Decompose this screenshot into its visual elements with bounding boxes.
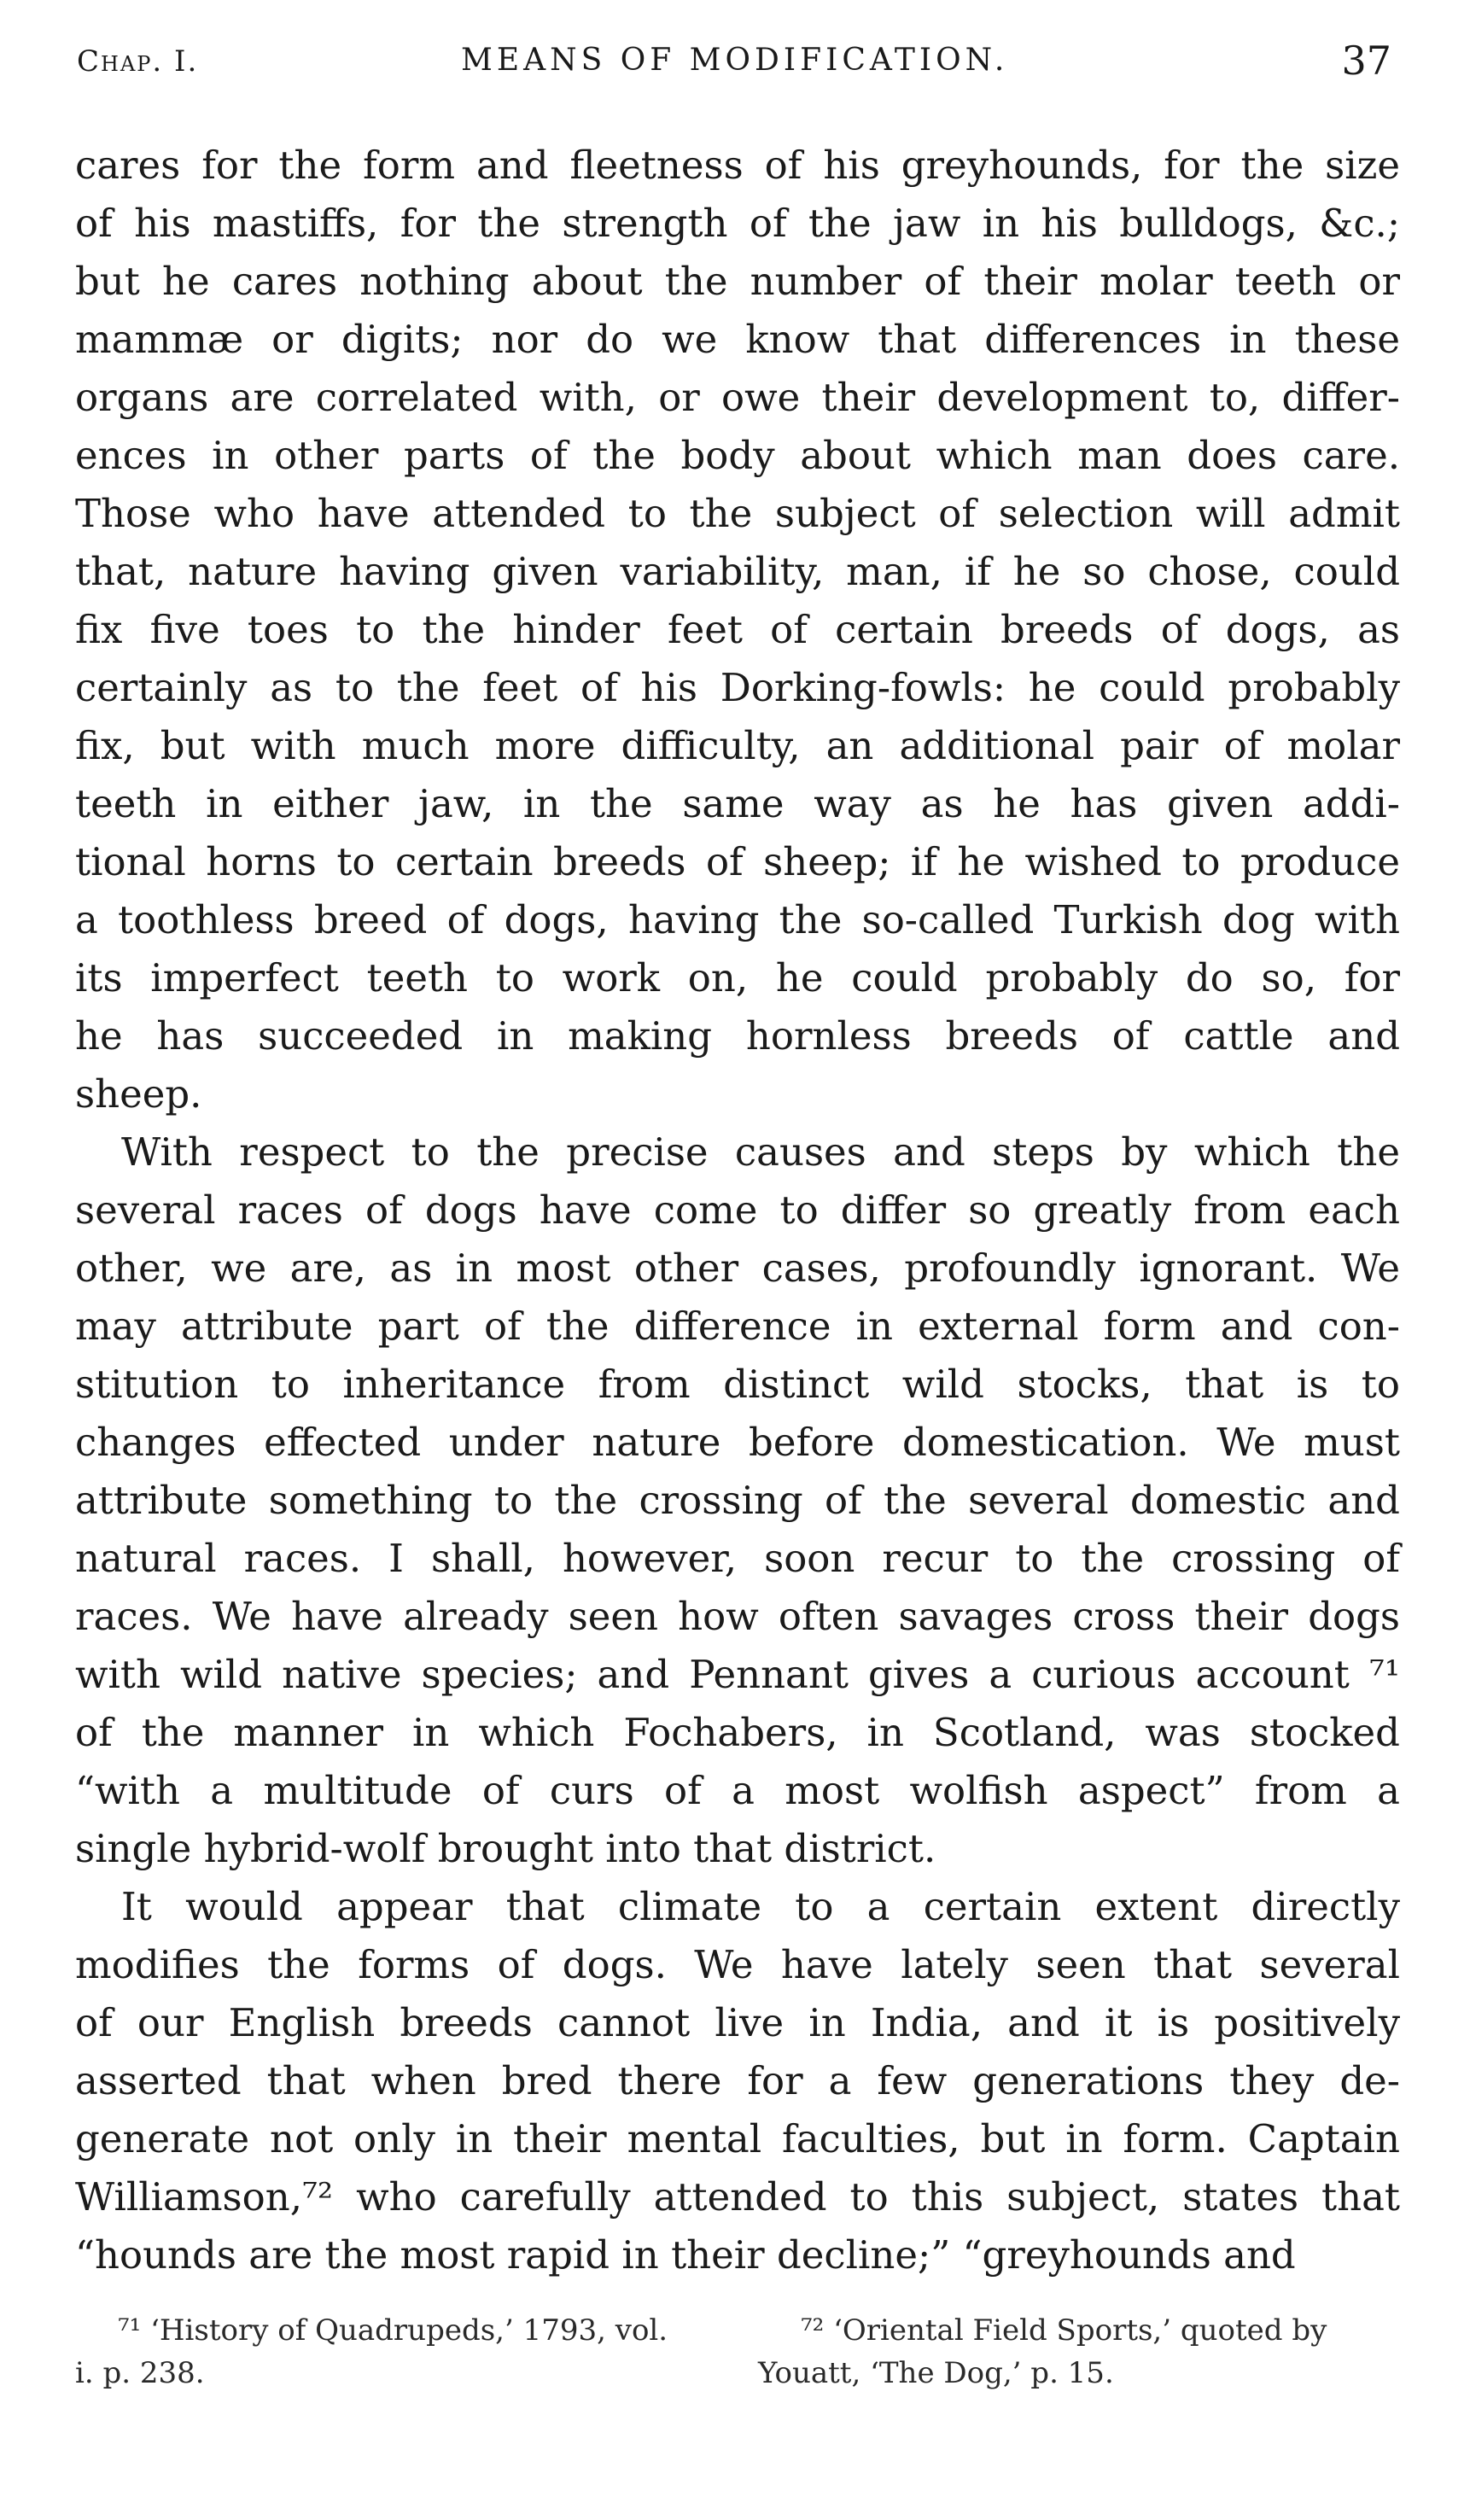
text-line: asserted that when bred there for a few generations they de- xyxy=(75,2058,1400,2103)
text-line: of his mastiffs, for the strength of the jaw in his bulldogs, &c.; xyxy=(75,201,1400,246)
text-line: “with a multitude of curs of a most wolfish aspect” from a xyxy=(75,1768,1400,1813)
text-line: modifies the forms of dogs. We have lately seen that several xyxy=(75,1942,1400,1987)
text-line: races. We have already seen how often savages cross their dogs xyxy=(75,1594,1400,1639)
text-line: of the manner in which Fochabers, in Scotland, was stocked xyxy=(75,1710,1400,1755)
text-line: other, we are, as in most other cases, profoundly ignorant. We xyxy=(75,1245,1400,1291)
text-line: organs are correlated with, or owe their development to, differ- xyxy=(75,375,1400,420)
body-text xyxy=(75,137,1400,2284)
footnote-72 xyxy=(758,2309,1407,2395)
text-line: ences in other parts of the body about which man does care. xyxy=(75,433,1400,478)
text-line: stitution to inheritance from distinct wild stocks, that is to xyxy=(75,1362,1400,1407)
text-line: of our English breeds cannot live in India, and it is positively xyxy=(75,2000,1400,2045)
text-line: “hounds are the most rapid in their decline;” “greyhounds and xyxy=(75,2232,1296,2278)
text-line: natural races. I shall, however, soon recur to the crossing of xyxy=(75,1536,1400,1581)
text-line: but he cares nothing about the number of their molar teeth or xyxy=(75,259,1400,304)
chapter-label: Chap. I. xyxy=(77,44,199,79)
text-line: generate not only in their mental faculties, but in form. Captain xyxy=(75,2116,1400,2161)
footnote-line: ⁷² ‘Oriental Field Sports,’ quoted by xyxy=(801,2313,1327,2348)
page-title: MEANS OF MODIFICATION. xyxy=(461,43,1009,78)
text-line: mammæ or digits; nor do we know that differences in these xyxy=(75,317,1400,362)
footnote-line: Youatt, ‘The Dog,’ p. 15. xyxy=(758,2356,1114,2390)
text-line: sheep. xyxy=(75,1071,202,1117)
text-line: With respect to the precise causes and steps by which the xyxy=(121,1129,1400,1175)
text-line: certainly as to the feet of his Dorking-fowls: he could probably xyxy=(75,665,1400,710)
text-line: attribute something to the crossing of the several domestic and xyxy=(75,1478,1400,1523)
text-line: single hybrid-wolf brought into that district. xyxy=(75,1826,936,1871)
text-line: tional horns to certain breeds of sheep; if he wished to produce xyxy=(75,839,1400,884)
text-line: its imperfect teeth to work on, he could probably do so, for xyxy=(75,955,1400,1000)
text-line: Those who have attended to the subject of selection will admit xyxy=(75,491,1400,536)
paragraph xyxy=(75,1123,1400,1878)
text-line: changes effected under nature before domestication. We must xyxy=(75,1420,1400,1465)
text-line: Williamson,⁷² who carefully attended to this subject, states that xyxy=(75,2174,1400,2220)
paragraph xyxy=(75,137,1400,1123)
footnotes xyxy=(75,2309,1400,2403)
text-line: fix, but with much more difficulty, an additional pair of molar xyxy=(75,723,1400,768)
text-line: teeth in either jaw, in the same way as he has given addi- xyxy=(75,781,1400,826)
text-line: that, nature having given variability, man, if he so chose, could xyxy=(75,549,1400,594)
running-head xyxy=(77,36,1400,87)
text-line: may attribute part of the difference in external form and con- xyxy=(75,1304,1400,1349)
footnote-line: i. p. 238. xyxy=(75,2356,205,2390)
paragraph xyxy=(75,1878,1400,2284)
text-line: a toothless breed of dogs, having the so-called Turkish dog with xyxy=(75,897,1400,942)
text-line: cares for the form and fleetness of his greyhounds, for the size xyxy=(75,143,1400,188)
page-number: 37 xyxy=(1341,38,1391,84)
footnote-71 xyxy=(75,2309,724,2395)
text-line: he has succeeded in making hornless breeds of cattle and xyxy=(75,1013,1400,1059)
text-line: It would appear that climate to a certain extent directly xyxy=(121,1884,1400,1929)
text-line: several races of dogs have come to differ so greatly from each xyxy=(75,1187,1400,1233)
text-line: with wild native species; and Pennant gives a curious account ⁷¹ xyxy=(75,1652,1400,1697)
footnote-line: ⁷¹ ‘History of Quadrupeds,’ 1793, vol. xyxy=(118,2313,668,2348)
text-line: fix five toes to the hinder feet of certain breeds of dogs, as xyxy=(75,607,1400,652)
